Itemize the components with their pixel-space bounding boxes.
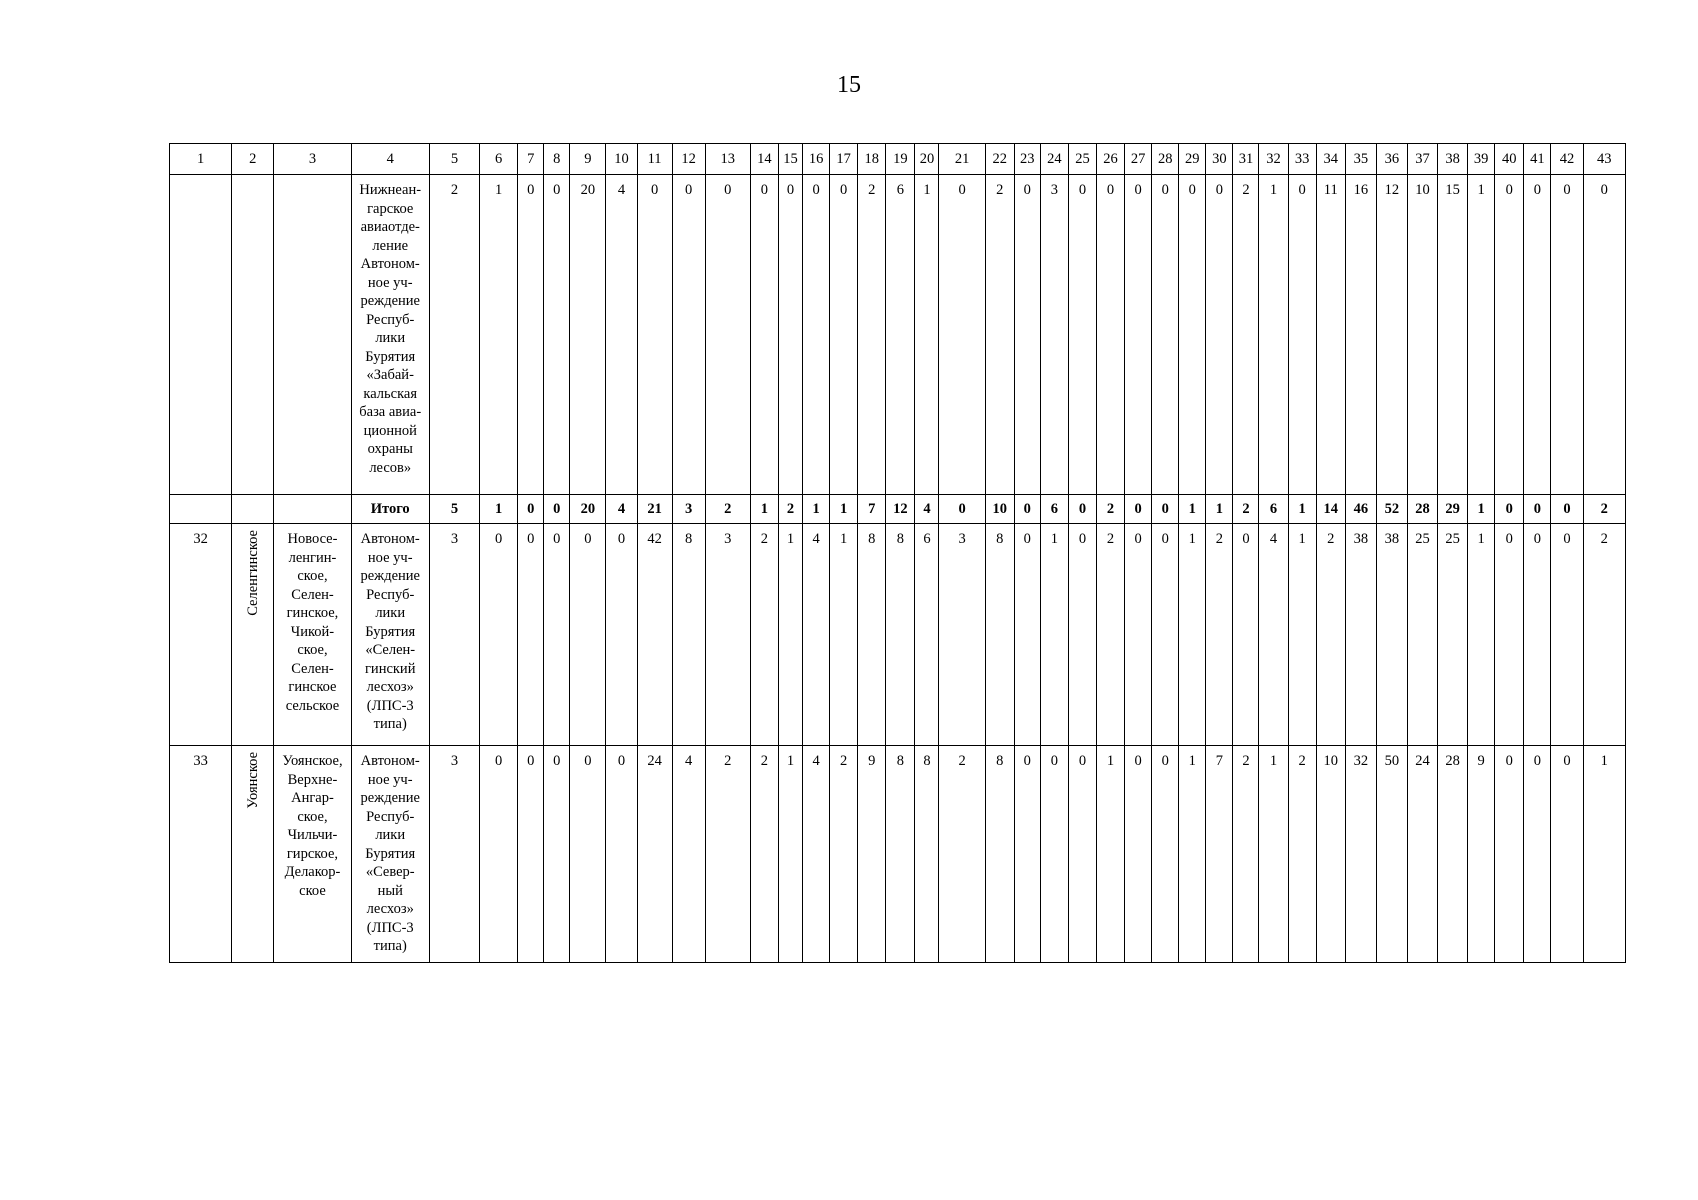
value-cell: 0 <box>1152 495 1179 524</box>
value-cell: 0 <box>1233 524 1259 746</box>
cell-line: ление <box>372 237 409 254</box>
value-cell: 0 <box>939 495 985 524</box>
cell-line: ное уч- <box>367 274 413 291</box>
cell-line: база авиа- <box>359 404 422 420</box>
table-row <box>170 175 1626 495</box>
value-cell: 0 <box>1152 524 1179 746</box>
value-cell: 2 <box>1206 524 1233 746</box>
value-cell: 4 <box>803 746 830 963</box>
value-cell: 0 <box>1495 495 1524 524</box>
value-cell: 6 <box>886 175 915 495</box>
value-cell: 3 <box>705 524 750 746</box>
value-cell: 1 <box>778 746 802 963</box>
organization-cell <box>351 524 429 746</box>
value-cell: 0 <box>570 524 606 746</box>
value-cell: 38 <box>1345 524 1376 746</box>
cell-line: Чикой- <box>290 623 335 640</box>
value-cell: 10 <box>985 495 1014 524</box>
cell-line: охраны <box>367 441 413 457</box>
header-cell: 23 <box>1014 144 1040 175</box>
value-cell: 21 <box>637 495 672 524</box>
value-cell: 2 <box>1583 524 1626 746</box>
cell-line: ный <box>377 882 403 899</box>
value-cell: 0 <box>1288 175 1316 495</box>
cell-line: кальская <box>363 385 418 402</box>
cell-line: ское, <box>297 642 328 658</box>
header-cell: 12 <box>672 144 705 175</box>
cell-line: авиаотде- <box>360 219 420 235</box>
value-cell: 3 <box>939 524 985 746</box>
value-cell: 2 <box>778 495 802 524</box>
header-cell: 19 <box>886 144 915 175</box>
cell-line: ное уч- <box>367 771 413 788</box>
value-cell: 4 <box>1259 524 1288 746</box>
cell-line: Бурятия <box>365 348 416 365</box>
value-cell: 8 <box>672 524 705 746</box>
value-cell: 10 <box>1316 746 1345 963</box>
value-cell: 46 <box>1345 495 1376 524</box>
cell-line: (ЛПС-3 <box>366 697 414 714</box>
value-cell: 1 <box>778 524 802 746</box>
header-cell: 5 <box>429 144 479 175</box>
header-cell: 21 <box>939 144 985 175</box>
value-cell: 1 <box>1206 495 1233 524</box>
value-cell: 24 <box>637 746 672 963</box>
district-cell <box>232 524 274 746</box>
header-cell: 43 <box>1583 144 1626 175</box>
header-cell: 34 <box>1316 144 1345 175</box>
value-cell: 0 <box>1125 495 1152 524</box>
header-cell: 42 <box>1551 144 1583 175</box>
header-cell: 33 <box>1288 144 1316 175</box>
value-cell: 2 <box>1233 495 1259 524</box>
value-cell: 0 <box>606 746 637 963</box>
value-cell: 0 <box>1040 746 1068 963</box>
cell-line: реждение <box>360 568 420 584</box>
value-cell: 0 <box>570 746 606 963</box>
value-cell: 1 <box>1179 495 1206 524</box>
cell-line: гирское, <box>286 845 339 862</box>
value-cell: 0 <box>518 175 544 495</box>
value-cell: 2 <box>429 175 479 495</box>
cell-line: ционной <box>363 422 417 439</box>
value-cell: 52 <box>1376 495 1407 524</box>
cell-line: «Селен- <box>365 642 416 658</box>
organization-cell <box>351 746 429 963</box>
value-cell: 50 <box>1376 746 1407 963</box>
value-cell: 4 <box>606 495 637 524</box>
value-cell: 10 <box>1407 175 1437 495</box>
value-cell: 3 <box>672 495 705 524</box>
value-cell: 1 <box>1097 746 1125 963</box>
cell-line: гарское <box>367 200 414 217</box>
value-cell: 0 <box>1068 175 1096 495</box>
cell-line: типа) <box>373 716 407 732</box>
total-row <box>170 495 1626 524</box>
cell-line: лики <box>375 827 406 843</box>
row-number-cell: 33 <box>170 746 232 963</box>
value-cell: 0 <box>1097 175 1125 495</box>
value-cell: 8 <box>886 746 915 963</box>
value-cell: 12 <box>1376 175 1407 495</box>
header-cell: 7 <box>518 144 544 175</box>
header-cell: 20 <box>915 144 939 175</box>
value-cell: 0 <box>544 524 570 746</box>
value-cell: 2 <box>830 746 858 963</box>
header-cell: 17 <box>830 144 858 175</box>
value-cell: 1 <box>1468 175 1495 495</box>
value-cell: 2 <box>705 495 750 524</box>
value-cell: 1 <box>750 495 778 524</box>
value-cell: 25 <box>1407 524 1437 746</box>
cell-line: Делакор- <box>284 864 341 880</box>
value-cell: 0 <box>1152 175 1179 495</box>
value-cell: 0 <box>1179 175 1206 495</box>
value-cell: 4 <box>915 495 939 524</box>
cell-line: Нижнеан- <box>359 182 422 198</box>
table-row <box>170 746 1626 963</box>
cell-line: Селен- <box>291 660 334 677</box>
value-cell: 8 <box>985 524 1014 746</box>
value-cell: 0 <box>1125 746 1152 963</box>
value-cell: 0 <box>518 495 544 524</box>
cell-line: реждение <box>360 790 420 806</box>
cell-line: типа) <box>373 938 407 954</box>
value-cell: 0 <box>1014 175 1040 495</box>
value-cell: 2 <box>750 746 778 963</box>
cell-line: Автоном- <box>360 256 420 272</box>
value-cell: 29 <box>1438 495 1468 524</box>
value-cell: 9 <box>1468 746 1495 963</box>
value-cell: 32 <box>1345 746 1376 963</box>
empty-cell <box>232 495 274 524</box>
value-cell: 3 <box>1040 175 1068 495</box>
value-cell: 24 <box>1407 746 1437 963</box>
cell-line: гинское <box>288 679 337 695</box>
value-cell: 14 <box>1316 495 1345 524</box>
value-cell: 11 <box>1316 175 1345 495</box>
value-cell: 6 <box>915 524 939 746</box>
value-cell: 1 <box>1179 746 1206 963</box>
value-cell: 6 <box>1040 495 1068 524</box>
cell-line: «Забай- <box>366 367 414 383</box>
value-cell: 7 <box>858 495 886 524</box>
value-cell: 2 <box>750 524 778 746</box>
value-cell: 2 <box>1288 746 1316 963</box>
value-cell: 9 <box>858 746 886 963</box>
value-cell: 42 <box>637 524 672 746</box>
value-cell: 2 <box>1233 746 1259 963</box>
value-cell: 0 <box>1495 524 1524 746</box>
header-cell: 40 <box>1495 144 1524 175</box>
cell-line: гинское, <box>286 605 339 621</box>
value-cell: 1 <box>1040 524 1068 746</box>
value-cell: 0 <box>1125 524 1152 746</box>
value-cell: 3 <box>429 746 479 963</box>
cell-line: Чильчи- <box>287 827 338 843</box>
value-cell: 2 <box>1097 524 1125 746</box>
header-cell: 25 <box>1068 144 1096 175</box>
value-cell: 1 <box>1468 495 1495 524</box>
value-cell: 0 <box>939 175 985 495</box>
value-cell: 16 <box>1345 175 1376 495</box>
table-row <box>170 524 1626 746</box>
page-number: 15 <box>837 72 861 98</box>
cell-line: ленгин- <box>288 549 337 566</box>
header-cell: 27 <box>1125 144 1152 175</box>
header-cell: 18 <box>858 144 886 175</box>
cell-line: Автоном- <box>360 531 420 547</box>
header-cell: 8 <box>544 144 570 175</box>
value-cell: 0 <box>1551 524 1583 746</box>
value-cell: 1 <box>803 495 830 524</box>
header-cell: 11 <box>637 144 672 175</box>
cell-line: реждение <box>360 293 420 309</box>
cell-line: Ангар- <box>291 790 334 806</box>
value-cell: 0 <box>1014 746 1040 963</box>
value-cell: 28 <box>1407 495 1437 524</box>
total-label: Итого <box>351 495 429 524</box>
value-cell: 2 <box>939 746 985 963</box>
value-cell: 0 <box>1551 495 1583 524</box>
cell-line: Бурятия <box>365 845 416 862</box>
value-cell: 0 <box>1068 746 1096 963</box>
value-cell: 0 <box>1524 495 1551 524</box>
value-cell: 0 <box>606 524 637 746</box>
value-cell: 0 <box>518 746 544 963</box>
value-cell: 4 <box>672 746 705 963</box>
value-cell: 1 <box>830 495 858 524</box>
header-row <box>170 144 1626 175</box>
value-cell: 0 <box>544 175 570 495</box>
header-cell: 6 <box>480 144 518 175</box>
value-cell: 28 <box>1438 746 1468 963</box>
cell-line: лесхоз» <box>366 901 414 917</box>
value-cell: 1 <box>915 175 939 495</box>
value-cell: 0 <box>778 175 802 495</box>
header-cell: 22 <box>985 144 1014 175</box>
value-cell: 1 <box>1288 524 1316 746</box>
value-cell: 3 <box>429 524 479 746</box>
value-cell: 0 <box>1014 524 1040 746</box>
value-cell: 6 <box>1259 495 1288 524</box>
value-cell: 0 <box>1551 746 1583 963</box>
value-cell: 0 <box>1524 746 1551 963</box>
settlements-cell <box>274 746 351 963</box>
header-cell: 28 <box>1152 144 1179 175</box>
value-cell: 8 <box>915 746 939 963</box>
cell-line: «Север- <box>365 864 415 880</box>
cell-line: Респуб- <box>366 586 415 603</box>
header-cell: 29 <box>1179 144 1206 175</box>
value-cell: 4 <box>803 524 830 746</box>
row-number-cell: 32 <box>170 524 232 746</box>
header-cell: 37 <box>1407 144 1437 175</box>
district-name: Уоянское <box>244 752 261 809</box>
value-cell: 2 <box>985 175 1014 495</box>
value-cell: 0 <box>672 175 705 495</box>
header-cell: 15 <box>778 144 802 175</box>
cell-line: Бурятия <box>365 623 416 640</box>
cell-line: Верхне- <box>287 771 338 788</box>
cell-line: Селен- <box>291 586 334 603</box>
value-cell: 0 <box>1583 175 1626 495</box>
cell-line: Автоном- <box>360 753 420 769</box>
cell-line: лики <box>375 605 406 621</box>
header-cell: 16 <box>803 144 830 175</box>
value-cell: 7 <box>1206 746 1233 963</box>
row-number-cell <box>170 175 232 495</box>
value-cell: 1 <box>830 524 858 746</box>
settlements-cell <box>274 524 351 746</box>
value-cell: 0 <box>1206 175 1233 495</box>
header-cell: 30 <box>1206 144 1233 175</box>
header-cell: 1 <box>170 144 232 175</box>
value-cell: 0 <box>1495 175 1524 495</box>
value-cell: 0 <box>1524 524 1551 746</box>
value-cell: 0 <box>1495 746 1524 963</box>
cell-line: Респуб- <box>366 808 415 825</box>
value-cell: 0 <box>1551 175 1583 495</box>
header-cell: 31 <box>1233 144 1259 175</box>
value-cell: 8 <box>858 524 886 746</box>
value-cell: 0 <box>1068 495 1096 524</box>
value-cell: 15 <box>1438 175 1468 495</box>
cell-line: лесов» <box>369 459 412 476</box>
value-cell: 2 <box>1097 495 1125 524</box>
header-cell: 39 <box>1468 144 1495 175</box>
organization-cell <box>351 175 429 495</box>
header-cell: 13 <box>705 144 750 175</box>
cell-line: Новосе- <box>287 531 338 547</box>
value-cell: 2 <box>1316 524 1345 746</box>
value-cell: 12 <box>886 495 915 524</box>
header-cell: 10 <box>606 144 637 175</box>
value-cell: 0 <box>1068 524 1096 746</box>
value-cell: 0 <box>1152 746 1179 963</box>
empty-cell <box>170 495 232 524</box>
value-cell: 0 <box>518 524 544 746</box>
header-cell: 38 <box>1438 144 1468 175</box>
data-table <box>169 143 1626 963</box>
district-cell <box>232 746 274 963</box>
value-cell: 1 <box>1468 524 1495 746</box>
value-cell: 38 <box>1376 524 1407 746</box>
value-cell: 4 <box>606 175 637 495</box>
value-cell: 0 <box>1125 175 1152 495</box>
value-cell: 8 <box>985 746 1014 963</box>
empty-cell <box>274 495 351 524</box>
district-cell <box>232 175 274 495</box>
header-cell: 9 <box>570 144 606 175</box>
header-cell: 24 <box>1040 144 1068 175</box>
cell-line: сельское <box>285 697 340 714</box>
value-cell: 0 <box>544 495 570 524</box>
value-cell: 0 <box>1524 175 1551 495</box>
value-cell: 0 <box>637 175 672 495</box>
value-cell: 1 <box>1583 746 1626 963</box>
value-cell: 2 <box>858 175 886 495</box>
header-cell: 36 <box>1376 144 1407 175</box>
header-cell: 35 <box>1345 144 1376 175</box>
cell-line: ское, <box>297 568 328 584</box>
cell-line: лесхоз» <box>366 679 414 695</box>
cell-line: лики <box>375 330 406 346</box>
cell-line: гинский <box>364 660 416 677</box>
value-cell: 0 <box>1014 495 1040 524</box>
value-cell: 2 <box>1233 175 1259 495</box>
header-cell: 32 <box>1259 144 1288 175</box>
value-cell: 1 <box>480 175 518 495</box>
value-cell: 1 <box>1259 746 1288 963</box>
cell-line: (ЛПС-3 <box>366 919 414 936</box>
header-cell: 14 <box>750 144 778 175</box>
value-cell: 0 <box>480 746 518 963</box>
header-cell: 2 <box>232 144 274 175</box>
cell-line: ное уч- <box>367 549 413 566</box>
header-cell: 4 <box>351 144 429 175</box>
value-cell: 0 <box>830 175 858 495</box>
value-cell: 1 <box>1288 495 1316 524</box>
header-cell: 41 <box>1524 144 1551 175</box>
cell-line: ское <box>299 882 326 899</box>
header-cell: 3 <box>274 144 351 175</box>
value-cell: 5 <box>429 495 479 524</box>
cell-line: ское, <box>297 808 328 825</box>
header-cell: 26 <box>1097 144 1125 175</box>
value-cell: 8 <box>886 524 915 746</box>
settlements-cell <box>274 175 351 495</box>
district-name: Селенгинское <box>244 530 261 616</box>
value-cell: 25 <box>1438 524 1468 746</box>
value-cell: 0 <box>705 175 750 495</box>
value-cell: 2 <box>1583 495 1626 524</box>
value-cell: 20 <box>570 495 606 524</box>
value-cell: 0 <box>750 175 778 495</box>
value-cell: 0 <box>480 524 518 746</box>
value-cell: 1 <box>1179 524 1206 746</box>
cell-line: Уоянское, <box>282 753 343 769</box>
value-cell: 1 <box>480 495 518 524</box>
value-cell: 20 <box>570 175 606 495</box>
value-cell: 0 <box>544 746 570 963</box>
value-cell: 1 <box>1259 175 1288 495</box>
value-cell: 2 <box>705 746 750 963</box>
value-cell: 0 <box>803 175 830 495</box>
cell-line: Респуб- <box>366 311 415 328</box>
